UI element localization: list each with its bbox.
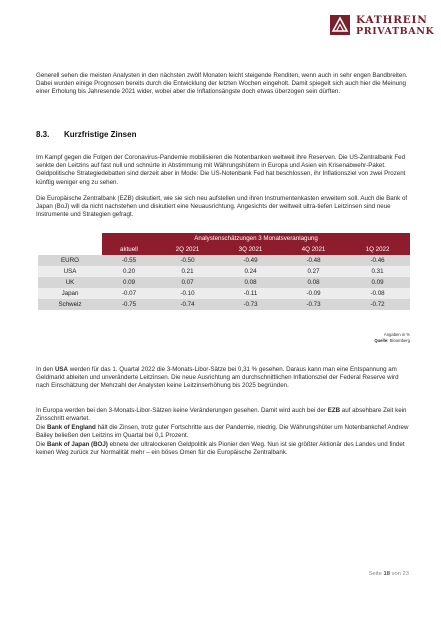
table-units-note: Angaben in %	[383, 332, 410, 337]
brand-line-2: PRIVATBANK	[356, 26, 435, 37]
table-source-note	[374, 338, 410, 343]
column-header: aktuell	[102, 244, 156, 255]
text-run: In den	[36, 366, 55, 373]
table-cell: 0.08	[282, 277, 345, 288]
table-cell: -0.73	[219, 299, 282, 310]
intro-paragraph: Generell sehen die meisten Analysten in den nächsten zwölf Monaten leicht steigende Renditen, wenn auch in sehr engen Bandbreiten. Dabei wurden einige Prognosen bereits durch die Entwicklung der letzten Wochen eingeholt. Damit spiegelt sich auch hier die Meinung einer Erholung bis Jahresende 2021 wider, wobei aber die Inflationsängste doch etwas überzogen sein dürften.	[36, 72, 408, 96]
text-run: ebnete der ultralockeren Geldpolitik als Pionier den Weg. Nun ist sie größter Aktionär des Landes und findet keinen Weg zurück zur Normalität mehr – ein böses Omen für die Europäische Zentralbank.	[36, 441, 405, 457]
table-row	[38, 299, 410, 310]
text-run: auf absehbare Zeit kein Zinsschritt erwartet.	[36, 407, 407, 423]
page-current: 18	[383, 571, 390, 577]
table-cell: -0.10	[156, 288, 219, 299]
table-cell: -0.11	[219, 288, 282, 299]
keyword-boe: Bank of England	[47, 424, 96, 431]
keyword-boj: Bank of Japan (BOJ)	[47, 441, 108, 448]
row-country: UK	[38, 277, 102, 288]
table-cell: -0.73	[282, 299, 345, 310]
column-header: 1Q 2022	[345, 244, 410, 255]
section-title: Kurzfristige Zinsen	[64, 130, 137, 139]
table-cell: -0.55	[102, 255, 156, 266]
keyword-ezb: EZB	[327, 407, 341, 414]
row-country: Schweiz	[38, 299, 102, 310]
table-cell: 0.24	[219, 266, 282, 277]
table-cell: 0.09	[345, 277, 410, 288]
text-run: hält die Zinsen, trotz guter Fortschritte aus der Pandemie, niedrig. Die Währungshüter um Notenbankchef Andrew Bailey beließen den Leitzins im Quartal bei 0,1 Prozent.	[36, 424, 409, 440]
text-run: Die	[36, 441, 48, 448]
table-cell: -0.74	[156, 299, 219, 310]
text-run: werden für das 1. Quartal 2022 die 3-Monats-Libor-Sätze bei 0,31 % gesehen. Daraus kann man eine Entspannung am Geldmarkt ableiten und unveränderte Leitzinsen. Die neue Ausrichtung am durchschnittlichen Inflationsziel der Federal Reserve wird nach Einschätzung der Mehrzahl der Analysten keine Leitzinserhöhung bis 2025 begründen.	[36, 366, 399, 390]
column-header: 4Q 2021	[282, 244, 345, 255]
table-row	[38, 288, 410, 299]
column-header: 2Q 2021	[156, 244, 219, 255]
text-run: In Europa werden bei den 3-Monats-Libor-Sätzen keine Veränderungen gesehen. Damit wird auch bei der	[36, 407, 328, 414]
paragraph-ezb-strategy: Die Europäische Zentralbank (EZB) diskutiert, wie sie sich neu aufstellen und ihren Instrumentenkasten erweitern soll. Auch die Bank of Japan (BoJ) will da nicht nachstehen und diskutiert eine Neuausrichtung. Angesichts der weltweit ultra-tiefen Leitzinsen sind neue Instrumente und Strategien gefragt.	[36, 195, 408, 219]
table-cell: -0.72	[345, 299, 410, 310]
brand-name	[356, 14, 434, 38]
table-cell: -0.49	[219, 255, 282, 266]
page-number	[369, 571, 409, 577]
table-cell: 0.21	[156, 266, 219, 277]
paragraph-usa	[36, 366, 412, 391]
row-country: USA	[38, 266, 102, 277]
section-heading	[36, 130, 136, 139]
kathrein-emblem-icon	[330, 15, 350, 35]
table-row	[38, 277, 410, 288]
paragraph-boj	[36, 441, 412, 457]
table-cell: -0.08	[345, 288, 410, 299]
table-row	[38, 255, 410, 266]
text-run: Die	[36, 424, 48, 431]
bank-logo	[330, 14, 435, 44]
source-name: Bloomberg	[389, 338, 410, 343]
page-total: 23	[402, 571, 409, 577]
table-cell: 0.07	[156, 277, 219, 288]
table-cell: 0.09	[102, 277, 156, 288]
paragraph-boe	[36, 424, 412, 440]
rates-forecast-table	[38, 233, 410, 310]
row-country: EURO	[38, 255, 102, 266]
page-word: Seite	[368, 571, 382, 577]
table-row	[38, 266, 410, 277]
brand-line-1: KATHREIN	[356, 14, 428, 26]
table-cell: -0.07	[102, 288, 156, 299]
section-number: 8.3.	[36, 130, 50, 139]
table-cell: -0.09	[282, 288, 345, 299]
table-cell: 0.31	[345, 266, 410, 277]
paragraph-ezb	[36, 407, 412, 423]
table-cell: -0.50	[156, 255, 219, 266]
row-country: Japan	[38, 288, 102, 299]
table-cell: -0.48	[282, 255, 345, 266]
keyword-usa: USA	[54, 366, 69, 373]
table-caption: Analystenschätzungen 3 Monatsveranlagung	[102, 233, 410, 244]
source-label: Quelle:	[374, 338, 389, 343]
page-of: von	[391, 571, 401, 577]
table-cell: 0.08	[219, 277, 282, 288]
table-cell: 0.27	[282, 266, 345, 277]
table-cell: -0.46	[345, 255, 410, 266]
table-cell: -0.75	[102, 299, 156, 310]
table-cell: 0.20	[102, 266, 156, 277]
column-header: 3Q 2021	[219, 244, 282, 255]
paragraph-central-banks: Im Kampf gegen die Folgen der Coronavirus-Pandemie mobilisieren die Notenbanken weltweit ihre Reserven. Die US-Zentralbank Fed senkte den Leitzins auf fast null und schnürte in Abstimmung mit Währungshütern in Europa und Asien ein Krisenabwehr-Paket. Geldpolitische Strategiedebatten sind derzeit aber in Mode: Die US-Notenbank Fed hat beschlossen, ihr Inflationsziel von zwei Prozent künftig weniger eng zu sehen.	[36, 154, 406, 186]
